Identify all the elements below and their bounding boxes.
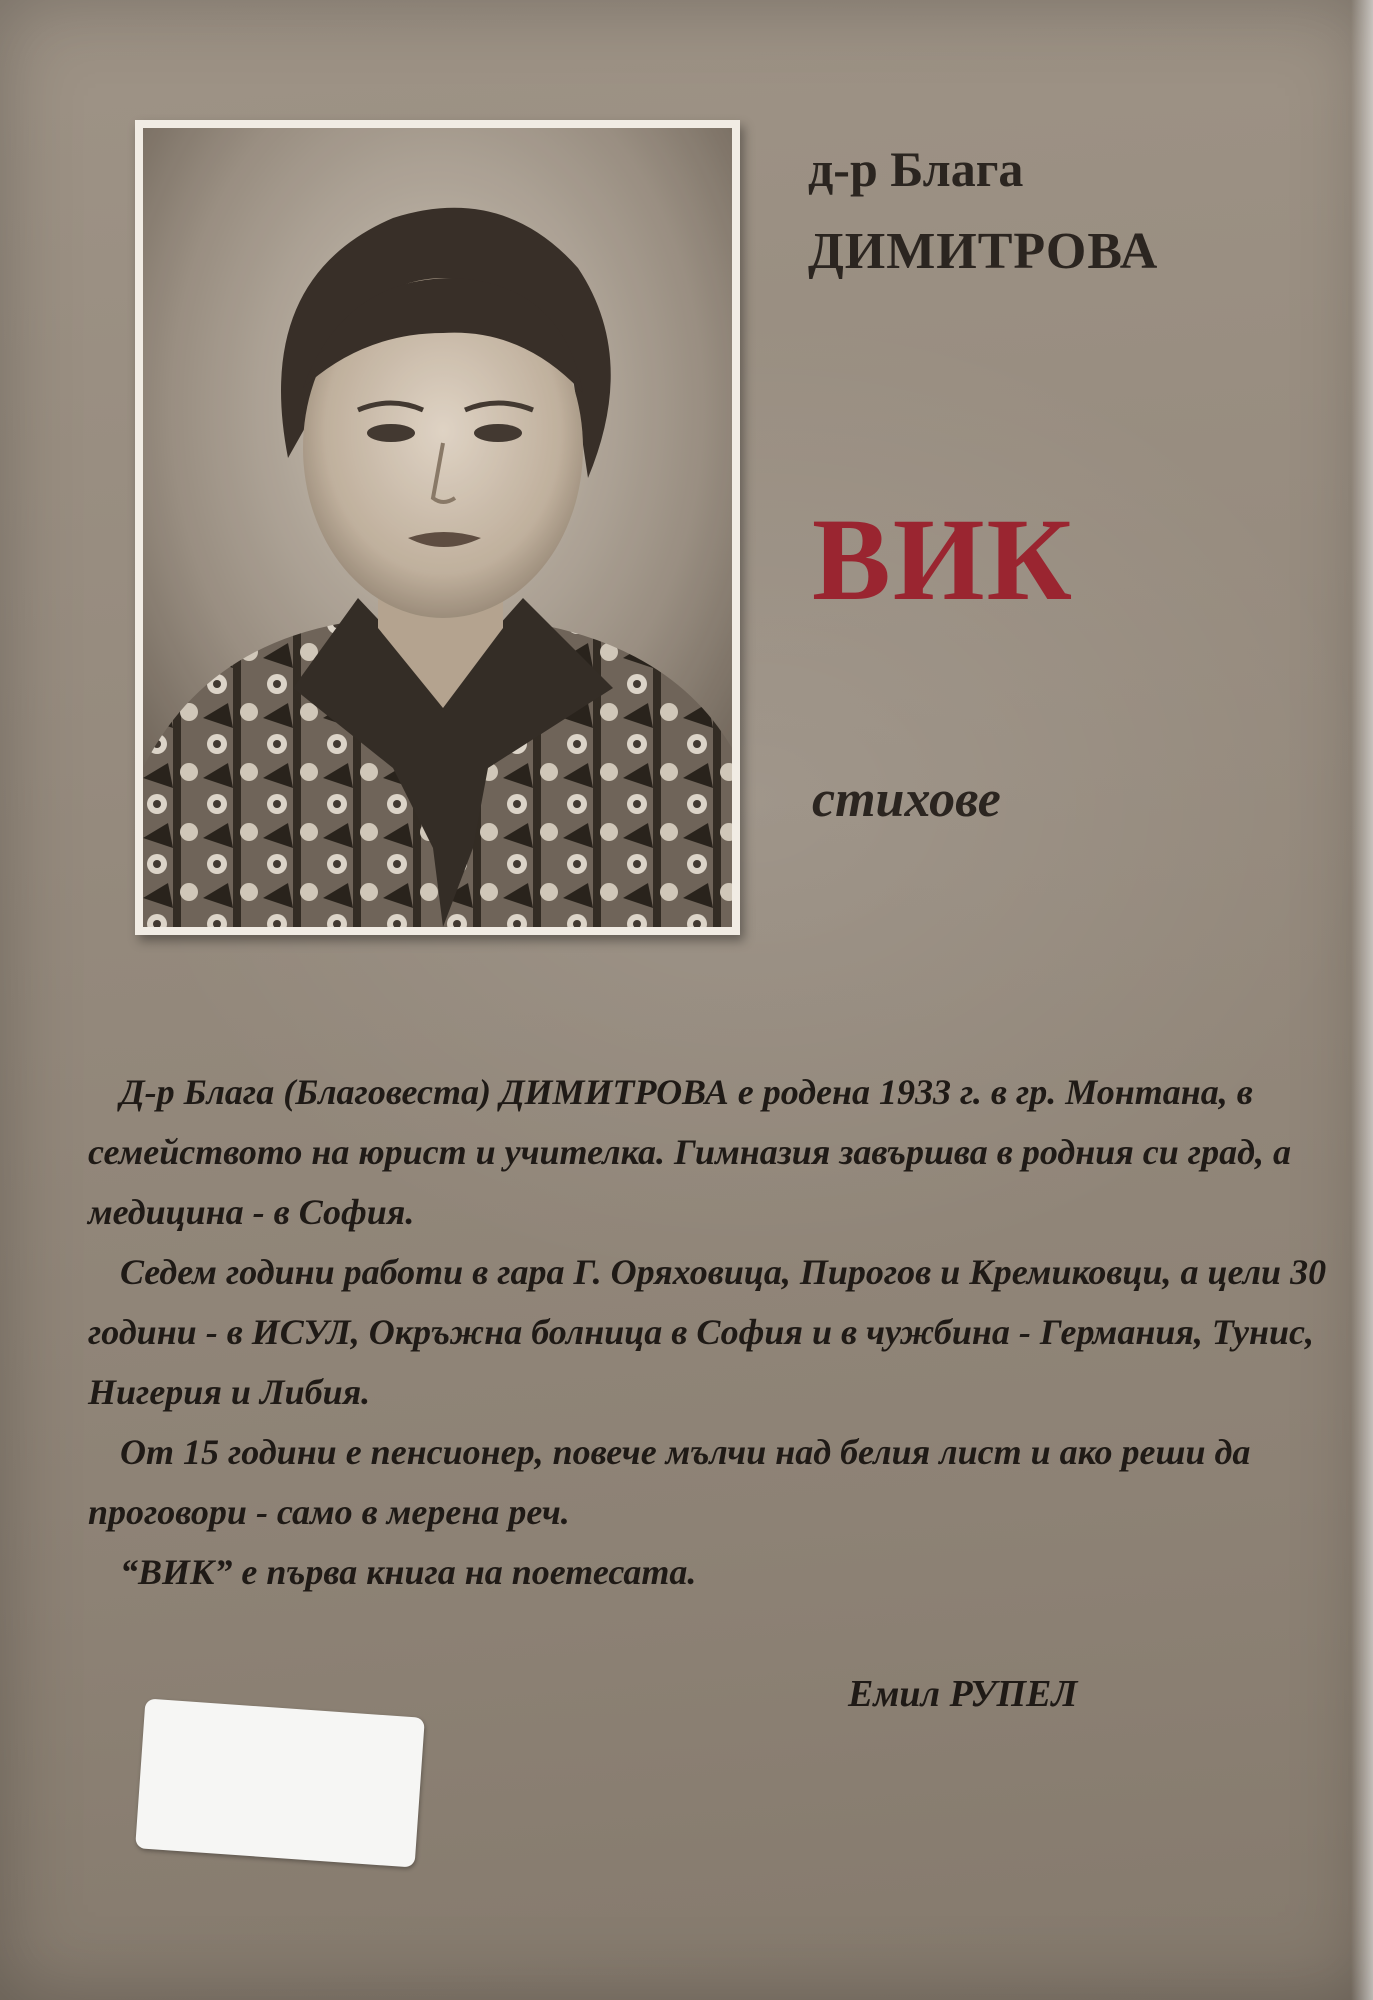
book-title: ВИК [812, 494, 1075, 625]
library-sticker [135, 1698, 425, 1867]
portrait-image [143, 128, 732, 927]
author-biography [88, 1062, 1333, 1602]
bio-paragraph: От 15 години е пенсионер, повече мълчи над белия лист и ако реши да проговори - само в мерена реч. [88, 1432, 1251, 1532]
bio-paragraph: Седем години работи в гара Г. Оряховица, Пирогов и Кремиковци, а цели 30 години - в ИСУЛ, Окръжна болница в София и в чужбина - Германия, Тунис, Нигерия и Либия. [88, 1252, 1327, 1412]
bio-paragraph: Д-р Блага (Благовеста) ДИМИТРОВА е родена 1933 г. в гр. Монтана, в семейството на юрист и учителка. Гимназия завършва в родния си град, а медицина - в София. [88, 1072, 1291, 1232]
author-prefix: д-р Блага [808, 141, 1024, 197]
bio-paragraph: “ВИК” е първа книга на поетесата. [120, 1552, 697, 1592]
bio-signature: Емил РУПЕЛ [848, 1673, 1078, 1715]
book-genre: стихове [812, 771, 1001, 828]
author-portrait [135, 120, 740, 935]
author-name: ДИМИТРОВА [808, 223, 1159, 280]
cover-edge [1351, 0, 1373, 2000]
